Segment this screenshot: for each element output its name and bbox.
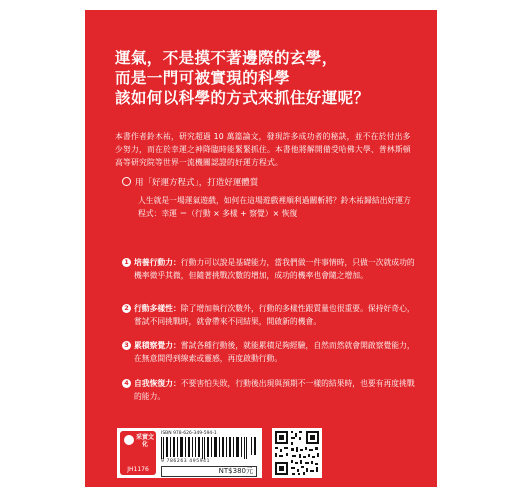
book-code: JH1176 xyxy=(127,466,149,473)
item-lead: 行動多樣性： xyxy=(134,304,181,313)
item-text: 嘗試各種行動後，就能累積足夠經驗，自然而然就會開啟察覺能力，在無意間得到線索或靈感，再度啟動行動。 xyxy=(134,341,415,363)
bullet-circle-icon xyxy=(122,177,131,186)
number-badge: 2 xyxy=(122,304,131,313)
formula-body: 人生就是一場運氣遊戲，如何在這場遊戲裡順利過關斬將？鈴木祐歸結出好運方程式：幸運 ＝（行動 × 多樣 + 察覺）× 恢復 xyxy=(138,196,411,218)
formula-heading-text: 用「好運方程式」，打造好運體質 xyxy=(135,178,259,188)
headline-line-1: 運氣，不是摸不著邊際的玄學， xyxy=(115,49,338,67)
item-text: 行動力可以說是基礎能力，當我們做一件事情時，只做一次就成功的機率微乎其微，但隨著挑戰次數的增加，成功的機率也會隨之增加。 xyxy=(134,258,415,280)
headline-line-3: 該如何以科學的方式來抓住好運呢？ xyxy=(115,89,370,107)
list-item xyxy=(122,303,418,328)
list-item xyxy=(122,257,418,282)
barcode-digits: 9 786263 495941 xyxy=(161,459,211,464)
publisher-name: 采實文化 xyxy=(135,434,154,448)
qr-code-icon xyxy=(272,428,322,478)
formula-heading xyxy=(122,177,258,189)
price-box: NT$380元 xyxy=(161,466,257,477)
barcode-icon xyxy=(161,437,257,459)
list-item xyxy=(122,340,418,365)
item-text: 不要害怕失敗，行動後出現與預期不一樣的結果時，也要有再度挑戰的能力。 xyxy=(134,379,415,401)
headline-line-2: 而是一門可被實現的科學 xyxy=(115,69,290,87)
publisher-logo-icon xyxy=(124,435,134,445)
number-badge: 1 xyxy=(122,258,131,267)
number-badge: 3 xyxy=(122,341,131,350)
item-lead: 培養行動力： xyxy=(134,258,181,267)
item-lead: 累積察覺力： xyxy=(134,341,181,350)
book-back-cover xyxy=(85,10,437,487)
isbn-label: ISBN 978-626-349-594-1 xyxy=(161,431,217,436)
item-text: 除了增加執行次數外，行動的多樣性跟質量也很重要。保持好奇心，嘗試不同挑戰時，就會帶來不同結果，開啟新的機會。 xyxy=(134,304,415,326)
number-badge: 4 xyxy=(122,379,131,388)
intro-paragraph: 本書作者鈴木祐，研究超過 10 萬篇論文，發現許多成功者的秘訣，並不在於付出多少努力，而在於幸運之神降臨時能緊緊抓住。本書他將解開備受哈佛大學、普林斯頓高等研究院等世界一流機關認證的好運方程式。 xyxy=(115,132,411,167)
item-lead: 自我恢復力： xyxy=(134,379,181,388)
headline xyxy=(115,48,415,108)
barcode-block xyxy=(117,428,262,478)
publisher-logo xyxy=(120,431,156,475)
list-item xyxy=(122,378,418,403)
